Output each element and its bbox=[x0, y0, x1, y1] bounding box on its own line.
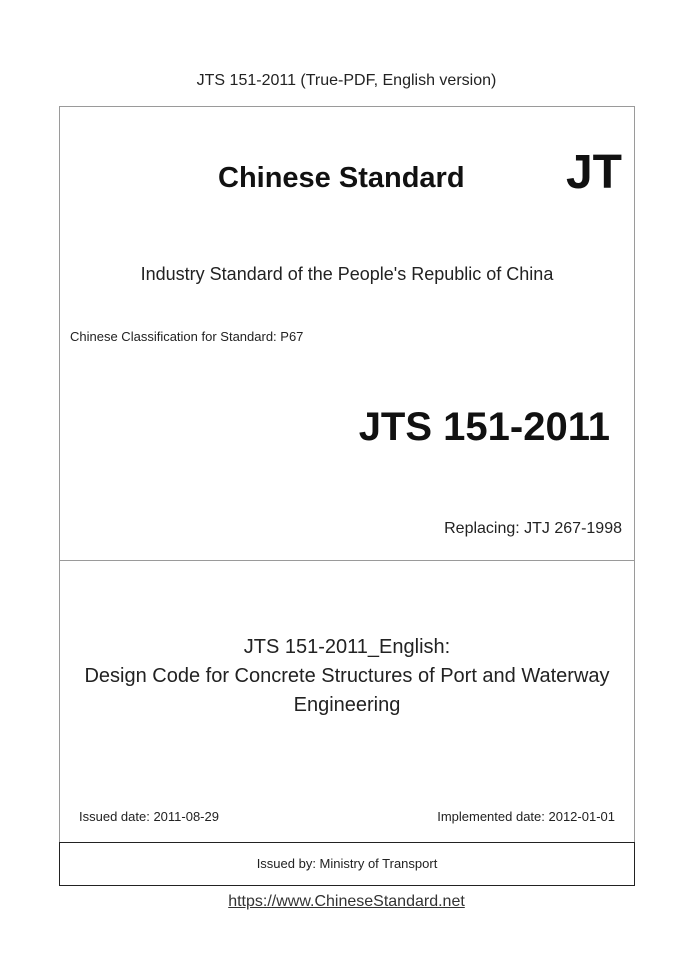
issuer-section bbox=[59, 842, 635, 886]
page-header: JTS 151-2011 (True-PDF, English version) bbox=[196, 72, 497, 89]
document-title-line: JTS 151-2011_English: bbox=[243, 636, 451, 658]
standard-code-prefix: JT bbox=[565, 146, 622, 199]
standard-number: JTS 151-2011 bbox=[358, 405, 610, 449]
document-title-line: Design Code for Concrete Structures of Port and Waterway bbox=[84, 665, 610, 687]
industry-line: Industry Standard of the People's Republic of China bbox=[140, 264, 554, 284]
implemented-date: Implemented date: 2012-01-01 bbox=[437, 809, 615, 824]
document-title bbox=[60, 633, 634, 720]
website-link[interactable]: https://www.ChineseStandard.net bbox=[228, 893, 465, 910]
replacing-line: Replacing: JTJ 267-1998 bbox=[444, 520, 622, 537]
issued-by: Issued by: Ministry of Transport bbox=[256, 856, 438, 871]
cover-section bbox=[59, 106, 635, 561]
standard-title: Chinese Standard bbox=[218, 162, 465, 194]
document-title-line: Engineering bbox=[293, 694, 401, 716]
document-section bbox=[59, 560, 635, 843]
issued-date: Issued date: 2011-08-29 bbox=[79, 809, 219, 824]
classification-line: Chinese Classification for Standard: P67 bbox=[70, 329, 304, 344]
footer bbox=[0, 893, 693, 911]
